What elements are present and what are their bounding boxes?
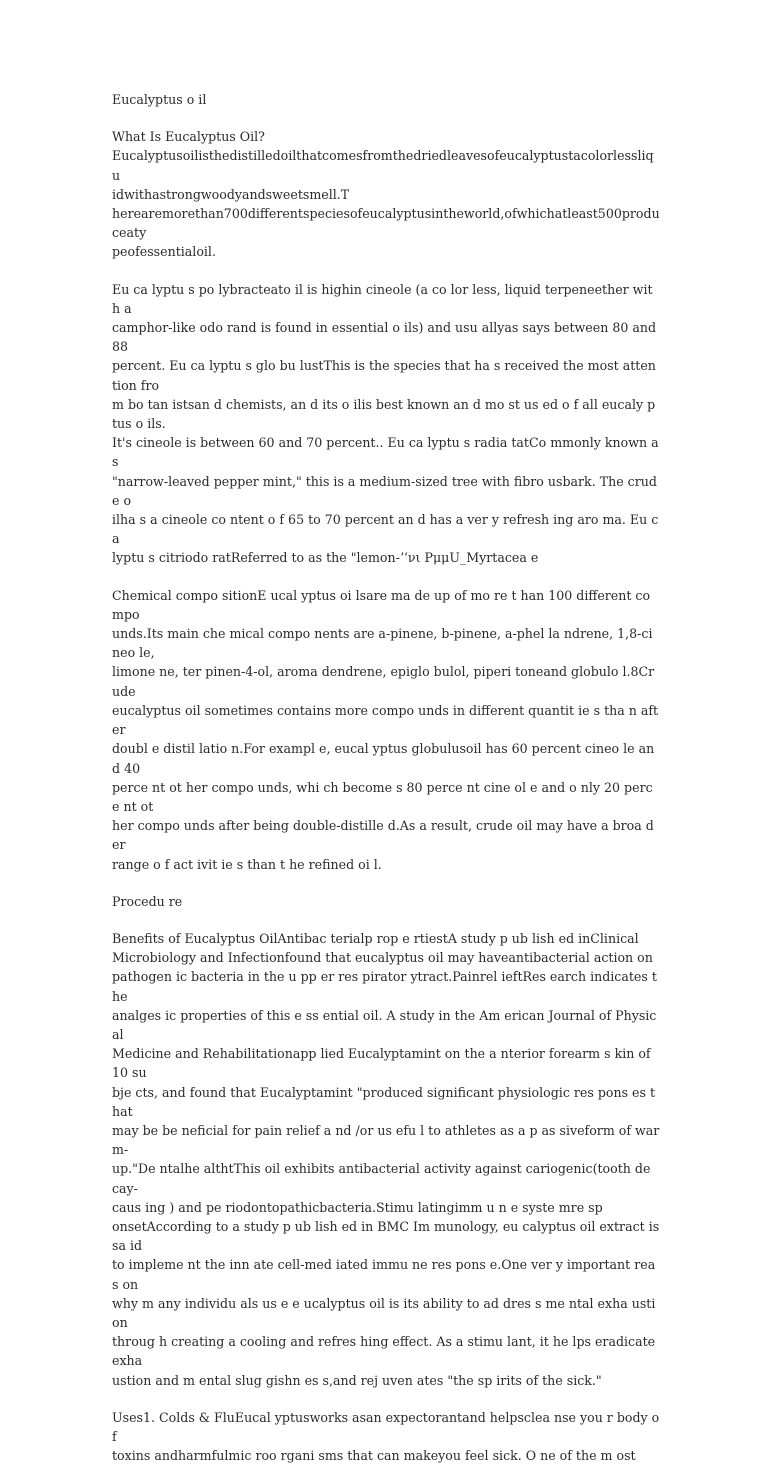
question-heading: What Is Eucalyptus Oil?	[112, 129, 265, 145]
procedure-heading: Procedu re	[112, 893, 183, 909]
uses-paragraph: Uses1. Colds & FluEucal yptusworks asan expectorantand helpsclea nse you r body of toxins andharmfulmic roo rgani sms that can makeyou feel sick. O ne of the m ost	[112, 1409, 660, 1464]
benefits-paragraph: Benefits of Eucalyptus OilAntibac terialp rop e rtiestA study p ub lish ed inClinical Microbiology and Infectionfound that eucalyptus oil may haveantibacterial action on pathogen ic bacteria in the u pp er res pirator ytract.Painrel ieftRes earch indicates the analges ic properties of this e ss ential oil. A study in the Am erican Journal of Physical Medicine and Rehabilitationapp lied Eucalyptamint on the a nterior forearm s kin of 10 su bje cts, and found that Eucalyptamint "produced significant physiologic res pons es that may be be neficial for pain relief a nd /or us efu l to athletes as a p as siveform of warm- up."De ntalhe althtThis oil exhibits antibacterial activity against cariogenic(tooth de cay- caus ing ) and pe riodontopathicbacteria.Stimu latingimm u n e syste mre sp onsetAccording to a study p ub lish ed in BMC Im munology, eu calyptus oil extract is sa id to impleme nt the inn ate cell-med iated immu ne res pons e.One ver y important reas on why m any individu als us e e ucalyptus oil is its ability to ad dres s me ntal exha ustion throug h creating a cooling and refres hing effect. As a stimu lant, it he lps eradicate exha ustion and m ental slug gishn es s,and rej uven ates "the sp irits of the sick."	[112, 930, 660, 1388]
document-page	[112, 90, 660, 1483]
intro-paragraph: Eucalyptusoilisthedistilledoilthatcomesfromthedriedleavesofeucalyptustacolorlessliqu idwithastrongwoodyandsweetsmell.T herearemorethan700differentspeciesofeucalyptusintheworld,ofwhichatleast500produceaty peofessentialoil.	[112, 148, 660, 260]
species-paragraph: Eu ca lyptu s po lybracteato il is highin cineole (a co lor less, liquid terpeneether with a camphor-like odo rand is found in essential o ils) and usu allyas says between 80 and 88 percent. Eu ca lyptu s glo bu lustThis is the species that ha s received the most attention fro m bo tan istsan d chemists, an d its o ilis best known an d mo st us ed o f all eucaly ptus o ils. It's cineole is between 60 and 70 percent.. Eu ca lyptu s radia tatCo mmonly known as "narrow-leaved pepper mint," this is a medium-sized tree with fibro usbark. The crude o ilha s a cineole co ntent o f 65 to 70 percent an d has a ver y refresh ing aro ma. Eu ca lyptu s citriodo ratReferred to as the "lemon-ʼʻνι PμμU_Myrtacea e	[112, 281, 659, 566]
document-title: Eucalyptus o il	[112, 92, 207, 107]
composition-paragraph: Chemical compo sitionE ucal yptus oi lsare ma de up of mo re t han 100 different compo unds.Its main che mical compo nents are a-pinene, b-pinene, a-phel la ndrene, 1,8-cineo le, limone ne, ter pinen-4-ol, aroma dendrene, epiglo bulol, piperi toneand globulo l.8Crude eucalyptus oil sometimes contains more compo unds in different quantit ie s tha n after doubl e distil latio n.For exampl e, eucal yptus globulusoil has 60 percent cineo le and 40 perce nt ot her compo unds, whi ch become s 80 perce nt cine ol e and o nly 20 perce nt ot her compo unds after being double-distille d.As a result, crude oil may have a broa der range o f act ivit ie s than t he refined oi l.	[112, 587, 659, 872]
